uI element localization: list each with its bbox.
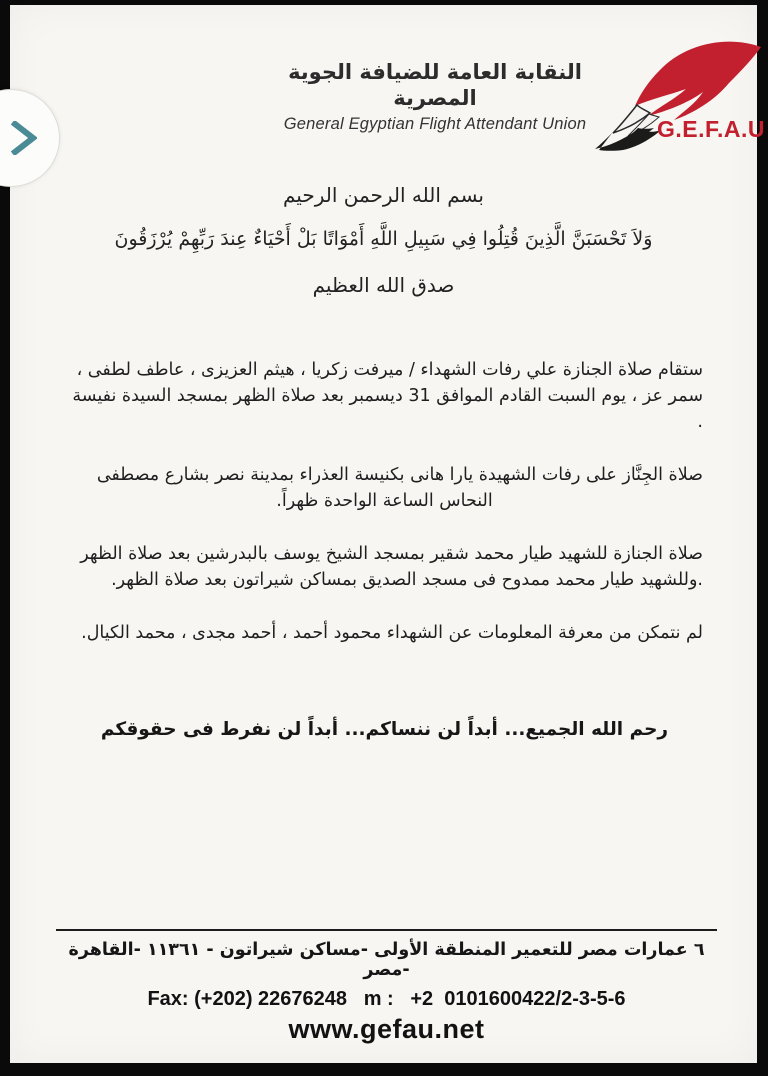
paragraph-line: سمر عز ، يوم السبت القادم الموافق 31 ديسمبر بعد صلاة الظهر بمسجد السيدة نفيسة . bbox=[72, 386, 703, 432]
gefau-logo bbox=[593, 37, 767, 155]
paragraph-line: النحاس الساعة الواحدة ظهراً. bbox=[276, 491, 493, 511]
sadaqa-line: صدق الله العظيم bbox=[312, 273, 455, 298]
bismillah-line: بسم الله الرحمن الرحيم bbox=[282, 183, 484, 207]
funeral-announcement-paragraph bbox=[66, 620, 703, 646]
org-name-english: General Egyptian Flight Attendant Union bbox=[283, 114, 587, 133]
paragraph-line: صلاة الجِنَّاز على رفات الشهيدة يارا هانى بكنيسة العذراء بمدينة نصر بشارع مصطفى bbox=[96, 465, 703, 485]
logo-acronym-text: G.E.F.A.U bbox=[656, 116, 765, 142]
footer-address: ٦ عمارات مصر للتعمير المنطقة الأولى -مساكن شيراتون - ١١٣٦١ -القاهرة -مصر bbox=[68, 940, 705, 980]
footer-contact-numbers: Fax: (+202) 22676248 m : +2 0101600422/2-3-5-6 bbox=[147, 988, 626, 1010]
religious-opening bbox=[58, 183, 709, 297]
funeral-announcement-paragraph bbox=[66, 541, 703, 593]
footer-website: www.gefau.net bbox=[288, 1014, 485, 1044]
paragraph-line: ستقام صلاة الجنازة علي رفات الشهداء / ميرفت زكريا ، هيثم العزيزى ، عاطف لطفى ، bbox=[76, 360, 703, 380]
paragraph-line: لم نتمكن من معرفة المعلومات عن الشهداء محمود أحمد ، أحمد مجدى ، محمد الكيال. bbox=[81, 623, 703, 643]
paragraph-line: .وللشهيد طيار محمد ممدوح فى مسجد الصديق بمساكن شيراتون بعد صلاة الظهر. bbox=[111, 570, 703, 590]
closing-statement: رحم الله الجميع... أبداً لن ننساكم... أبداً لن نفرط فى حقوقكم bbox=[100, 719, 669, 740]
org-name-arabic: النقابة العامة للضيافة الجوية المصرية bbox=[288, 60, 582, 111]
footer bbox=[56, 929, 717, 1045]
paragraph-line: صلاة الجنازة للشهيد طيار محمد شقير بمسجد الشيخ يوسف بالبدرشين بعد صلاة الظهر bbox=[80, 544, 703, 564]
funeral-announcement-paragraph bbox=[66, 462, 703, 514]
letterhead bbox=[10, 23, 765, 143]
organization-names bbox=[265, 59, 605, 134]
funeral-announcement-paragraph bbox=[66, 357, 703, 435]
document-page bbox=[10, 5, 765, 1063]
footer-divider bbox=[56, 929, 717, 931]
body-text bbox=[66, 357, 703, 673]
quran-verse: وَلاَ تَحْسَبَنَّ الَّذِينَ قُتِلُوا فِي سَبِيلِ اللَّهِ أَمْوَاتًا بَلْ أَحْيَاءٌ عِندَ رَبِّهِمْ يُرْزَقُونَ bbox=[114, 228, 653, 250]
